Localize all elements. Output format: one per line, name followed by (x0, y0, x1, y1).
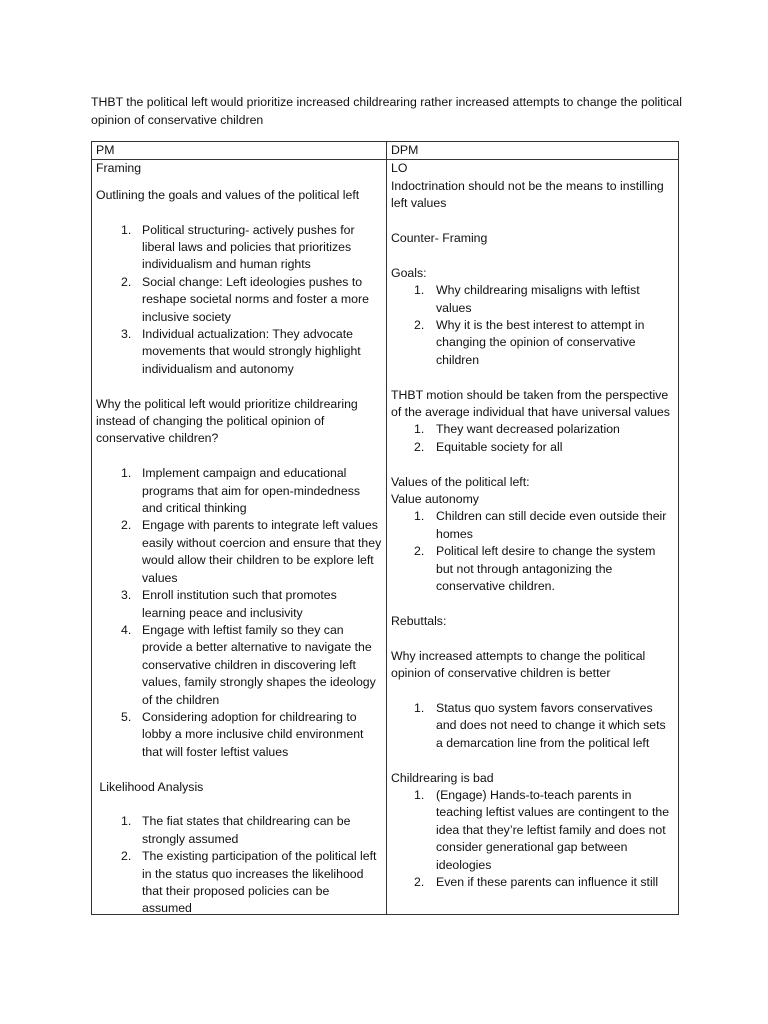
dpm-lo-label: LO (391, 161, 408, 176)
table-header-row (92, 142, 679, 160)
dpm-values-list (391, 508, 674, 595)
list-item: 1. Implement campaign and educational programs that aim for open-mindedness and critical thinking (121, 466, 361, 516)
dpm-motion-text: THBT motion should be taken from the perspective of the average individual that have universal values (391, 387, 670, 420)
dpm-lo-text: Indoctrination should not be the means to instilling left values (391, 178, 664, 211)
dpm-better-list (391, 700, 674, 752)
debate-table (91, 141, 679, 915)
dpm-column (387, 160, 679, 915)
dpm-value-autonomy: Value autonomy (391, 492, 479, 507)
dpm-why-better: Why increased attempts to change the political opinion of conservative children is better (391, 648, 646, 681)
pm-why-heading: Why the political left would prioritize childrearing instead of changing the political opinion of conservative children? (96, 396, 358, 446)
list-item: 2. Social change: Left ideologies pushes to reshape societal norms and foster a more inclusive society (121, 274, 369, 324)
pm-framing-label: Framing (96, 161, 142, 176)
document-title: THBT the political left would prioritize increased childrearing rather increased attempts to change the political opinion of conservative children (91, 95, 683, 127)
list-item: 1. Why childrearing misaligns with leftist values (414, 283, 640, 315)
dpm-goals-list (391, 282, 674, 369)
dpm-goals-label: Goals: (391, 265, 427, 280)
pm-why-list (96, 465, 382, 761)
list-item: 1. Status quo system favors conservatives and does not need to change it which sets a demarcation line from the political left (414, 700, 666, 750)
list-item: 1. The fiat states that childrearing can be strongly assumed (121, 814, 351, 846)
list-item: 2. Why it is the best interest to attempt in changing the opinion of conservative children (414, 318, 645, 367)
list-item: 2. Political left desire to change the system but not through antagonizing the conservative children. (414, 544, 656, 594)
list-item: 1. Children can still decide even outside their homes (414, 509, 667, 541)
list-item: 3. Individual actualization: They advocate movements that would strongly highlight individualism and autonomy (121, 327, 361, 376)
list-item: 5. Considering adoption for childrearing to lobby a more inclusive child environment that will foster leftist values (121, 709, 364, 759)
dpm-bad-list (391, 787, 674, 891)
dpm-motion-list (391, 421, 674, 456)
list-item: 2. Equitable society for all (414, 439, 563, 454)
list-item: 1. They want decreased polarization (414, 422, 620, 437)
pm-column (92, 160, 387, 915)
list-item: 1. (Engage) Hands-to-teach parents in teaching leftist values are contingent to the idea that they’re leftist family and does not consider generational gap between ideologies (414, 787, 670, 872)
dpm-values-label: Values of the political left: (391, 474, 530, 489)
dpm-rebuttals-label: Rebuttals: (391, 613, 447, 628)
pm-likelihood-list (96, 813, 382, 914)
pm-goals-list (96, 222, 382, 379)
list-item: 1. Political structuring- actively pushes for liberal laws and policies that prioritizes individualism and human rights (121, 222, 355, 272)
dpm-counter-framing: Counter- Framing (391, 231, 488, 246)
dpm-childrearing-bad: Childrearing is bad (391, 770, 494, 785)
pm-likelihood-heading: Likelihood Analysis (96, 779, 204, 794)
header-pm: PM (92, 142, 387, 160)
list-item: 4. Engage with leftist family so they can provide a better alternative to navigate the conservative children in discovering left values, family strongly shapes the ideology of the children (121, 622, 376, 707)
list-item: 2. Even if these parents can influence it still (414, 874, 659, 889)
pm-outline-text: Outlining the goals and values of the political left (96, 187, 360, 202)
list-item: 3. Enroll institution such that promotes learning peace and inclusivity (121, 588, 337, 620)
list-item: 2. The existing participation of the political left in the status quo increases the likelihood that their proposed policies can be assumed (121, 849, 377, 915)
header-dpm: DPM (387, 142, 679, 160)
list-item: 2. Engage with parents to integrate left values easily without coercion and ensure that they would allow their children to be explore left values (121, 518, 382, 585)
table-body-row (92, 160, 679, 915)
